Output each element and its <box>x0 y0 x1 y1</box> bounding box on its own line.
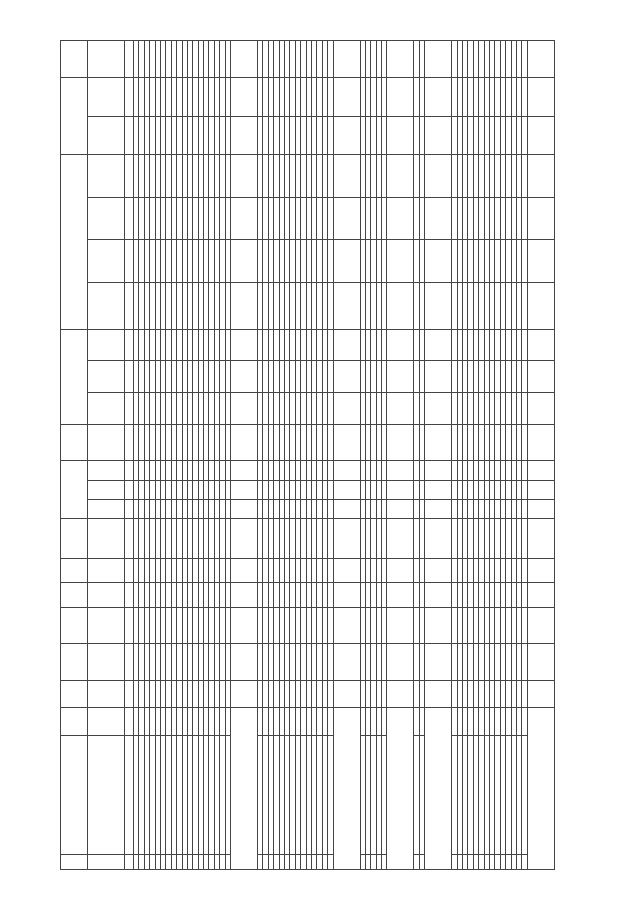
section-total-cell <box>333 329 360 361</box>
header-unit-cell <box>125 329 134 361</box>
section-total-cell <box>231 393 258 425</box>
section-total-cell <box>333 499 360 518</box>
section-total-cell <box>527 361 554 393</box>
section-total-cell <box>333 480 360 499</box>
section-total-cell <box>333 425 360 461</box>
section-total-cell <box>425 461 452 480</box>
section-total-cell <box>527 393 554 425</box>
section-total-cell <box>425 155 452 198</box>
section-total-row <box>387 41 414 870</box>
header-group-cell <box>61 461 88 518</box>
section-total-row <box>527 41 554 870</box>
section-total-cell <box>333 155 360 198</box>
header-sub-cell <box>88 680 125 708</box>
section-total-cell <box>425 680 452 708</box>
section-total-cell <box>425 425 452 461</box>
header-row-groups <box>61 41 88 870</box>
section-total-cell <box>425 393 452 425</box>
section-total-cell <box>387 240 414 283</box>
section-total-cell <box>387 480 414 499</box>
section-total-cell <box>231 78 258 116</box>
header-unit-cell <box>125 461 134 480</box>
header-group-cell <box>61 708 88 736</box>
header-sub-cell <box>88 116 125 154</box>
header-group-cell <box>61 41 88 78</box>
section-total-cell <box>333 680 360 708</box>
section-total-cell <box>231 282 258 329</box>
section-total-cell <box>425 582 452 608</box>
header-unit-cell <box>125 708 134 736</box>
header-unit-cell <box>125 425 134 461</box>
section-total-row <box>231 41 258 870</box>
section-total-cell <box>333 240 360 283</box>
section-total-cell <box>231 240 258 283</box>
section-total-cell <box>231 461 258 480</box>
section-total-cell <box>231 480 258 499</box>
header-sub-cell <box>88 393 125 425</box>
header-sub-cell <box>88 582 125 608</box>
section-total-cell <box>527 155 554 198</box>
section-total-cell <box>425 480 452 499</box>
section-total-cell <box>527 480 554 499</box>
header-unit-cell <box>125 559 134 582</box>
section-total-cell <box>231 559 258 582</box>
section-total-cell <box>527 582 554 608</box>
section-total-cell <box>387 361 414 393</box>
section-total-label <box>333 708 360 870</box>
section-total-cell <box>527 41 554 78</box>
header-group-cell <box>61 329 88 425</box>
section-total-cell <box>527 608 554 644</box>
section-total-cell <box>425 282 452 329</box>
header-sub-cell <box>88 425 125 461</box>
section-total-cell <box>425 197 452 240</box>
section-total-cell <box>231 518 258 558</box>
header-group-cell <box>61 582 88 608</box>
section-total-cell <box>231 680 258 708</box>
section-total-cell <box>333 518 360 558</box>
section-total-cell <box>231 155 258 198</box>
section-total-cell <box>387 197 414 240</box>
header-unit-cell <box>125 608 134 644</box>
section-total-cell <box>527 559 554 582</box>
header-group-cell <box>61 855 88 870</box>
section-total-cell <box>231 197 258 240</box>
section-total-label <box>387 708 414 870</box>
section-total-cell <box>387 78 414 116</box>
section-total-cell <box>527 240 554 283</box>
section-total-cell <box>231 116 258 154</box>
section-total-cell <box>387 116 414 154</box>
section-total-row <box>425 41 452 870</box>
section-total-cell <box>231 425 258 461</box>
header-group-cell <box>61 735 88 854</box>
header-unit-cell <box>125 155 134 198</box>
section-total-cell <box>231 608 258 644</box>
section-total-cell <box>231 361 258 393</box>
section-total-cell <box>333 582 360 608</box>
header-row-units <box>125 41 134 870</box>
section-total-cell <box>387 461 414 480</box>
section-total-cell <box>333 393 360 425</box>
section-total-cell <box>333 116 360 154</box>
section-total-cell <box>387 155 414 198</box>
header-sub-cell <box>88 78 125 116</box>
section-total-cell <box>527 644 554 680</box>
header-unit-cell <box>125 41 134 78</box>
data-table <box>60 40 555 870</box>
section-total-cell <box>387 393 414 425</box>
section-total-cell <box>527 461 554 480</box>
section-total-label <box>425 708 452 870</box>
section-total-cell <box>231 582 258 608</box>
header-sub-cell <box>88 329 125 361</box>
header-unit-cell <box>125 855 134 870</box>
header-unit-cell <box>125 644 134 680</box>
section-total-cell <box>387 329 414 361</box>
header-group-cell <box>61 78 88 155</box>
section-total-cell <box>527 78 554 116</box>
header-sub-cell <box>88 480 125 499</box>
section-total-cell <box>387 644 414 680</box>
header-group-cell <box>61 644 88 680</box>
header-sub-cell <box>88 735 125 854</box>
section-total-cell <box>333 644 360 680</box>
section-total-cell <box>333 197 360 240</box>
section-total-cell <box>387 282 414 329</box>
section-total-cell <box>387 608 414 644</box>
header-sub-cell <box>88 855 125 870</box>
section-total-cell <box>387 518 414 558</box>
header-sub-cell <box>88 240 125 283</box>
section-total-cell <box>527 329 554 361</box>
section-total-cell <box>425 559 452 582</box>
section-total-cell <box>387 499 414 518</box>
header-unit-cell <box>125 735 134 854</box>
section-total-cell <box>333 461 360 480</box>
section-total-cell <box>333 361 360 393</box>
section-total-cell <box>527 282 554 329</box>
header-group-cell <box>61 559 88 582</box>
header-unit-cell <box>125 78 134 116</box>
section-total-cell <box>231 499 258 518</box>
section-total-cell <box>333 559 360 582</box>
section-total-cell <box>425 608 452 644</box>
section-total-cell <box>333 608 360 644</box>
header-unit-cell <box>125 197 134 240</box>
header-unit-cell <box>125 680 134 708</box>
header-sub-cell <box>88 41 125 78</box>
section-total-label <box>527 708 554 870</box>
section-total-cell <box>425 361 452 393</box>
header-group-cell <box>61 518 88 558</box>
section-total-row <box>333 41 360 870</box>
header-sub-cell <box>88 361 125 393</box>
section-total-cell <box>387 425 414 461</box>
section-total-cell <box>333 41 360 78</box>
header-unit-cell <box>125 480 134 499</box>
section-total-cell <box>425 240 452 283</box>
section-total-cell <box>527 499 554 518</box>
header-unit-cell <box>125 393 134 425</box>
header-unit-cell <box>125 116 134 154</box>
section-total-cell <box>333 78 360 116</box>
header-unit-cell <box>125 499 134 518</box>
section-total-cell <box>527 116 554 154</box>
section-total-cell <box>387 559 414 582</box>
section-total-cell <box>425 41 452 78</box>
section-total-cell <box>231 329 258 361</box>
section-total-cell <box>425 518 452 558</box>
rotated-table-container <box>60 40 580 870</box>
header-sub-cell <box>88 499 125 518</box>
header-sub-cell <box>88 461 125 480</box>
header-sub-cell <box>88 708 125 736</box>
section-total-label <box>231 708 258 870</box>
section-total-cell <box>231 41 258 78</box>
header-unit-cell <box>125 518 134 558</box>
header-sub-cell <box>88 197 125 240</box>
header-sub-cell <box>88 518 125 558</box>
header-group-cell <box>61 425 88 461</box>
section-total-cell <box>387 680 414 708</box>
header-sub-cell <box>88 644 125 680</box>
section-total-cell <box>387 582 414 608</box>
section-total-cell <box>527 425 554 461</box>
section-total-cell <box>425 644 452 680</box>
section-total-cell <box>387 41 414 78</box>
header-group-cell <box>61 608 88 644</box>
header-unit-cell <box>125 361 134 393</box>
header-row-sub <box>88 41 125 870</box>
header-sub-cell <box>88 559 125 582</box>
header-sub-cell <box>88 282 125 329</box>
header-unit-cell <box>125 582 134 608</box>
section-total-cell <box>527 680 554 708</box>
header-unit-cell <box>125 282 134 329</box>
section-total-cell <box>425 329 452 361</box>
header-group-cell <box>61 155 88 330</box>
section-total-cell <box>425 78 452 116</box>
section-total-cell <box>527 197 554 240</box>
section-total-cell <box>333 282 360 329</box>
section-total-cell <box>231 644 258 680</box>
header-group-cell <box>61 680 88 708</box>
section-total-cell <box>425 499 452 518</box>
header-sub-cell <box>88 608 125 644</box>
section-total-cell <box>527 518 554 558</box>
header-sub-cell <box>88 155 125 198</box>
header-unit-cell <box>125 240 134 283</box>
section-total-cell <box>425 116 452 154</box>
